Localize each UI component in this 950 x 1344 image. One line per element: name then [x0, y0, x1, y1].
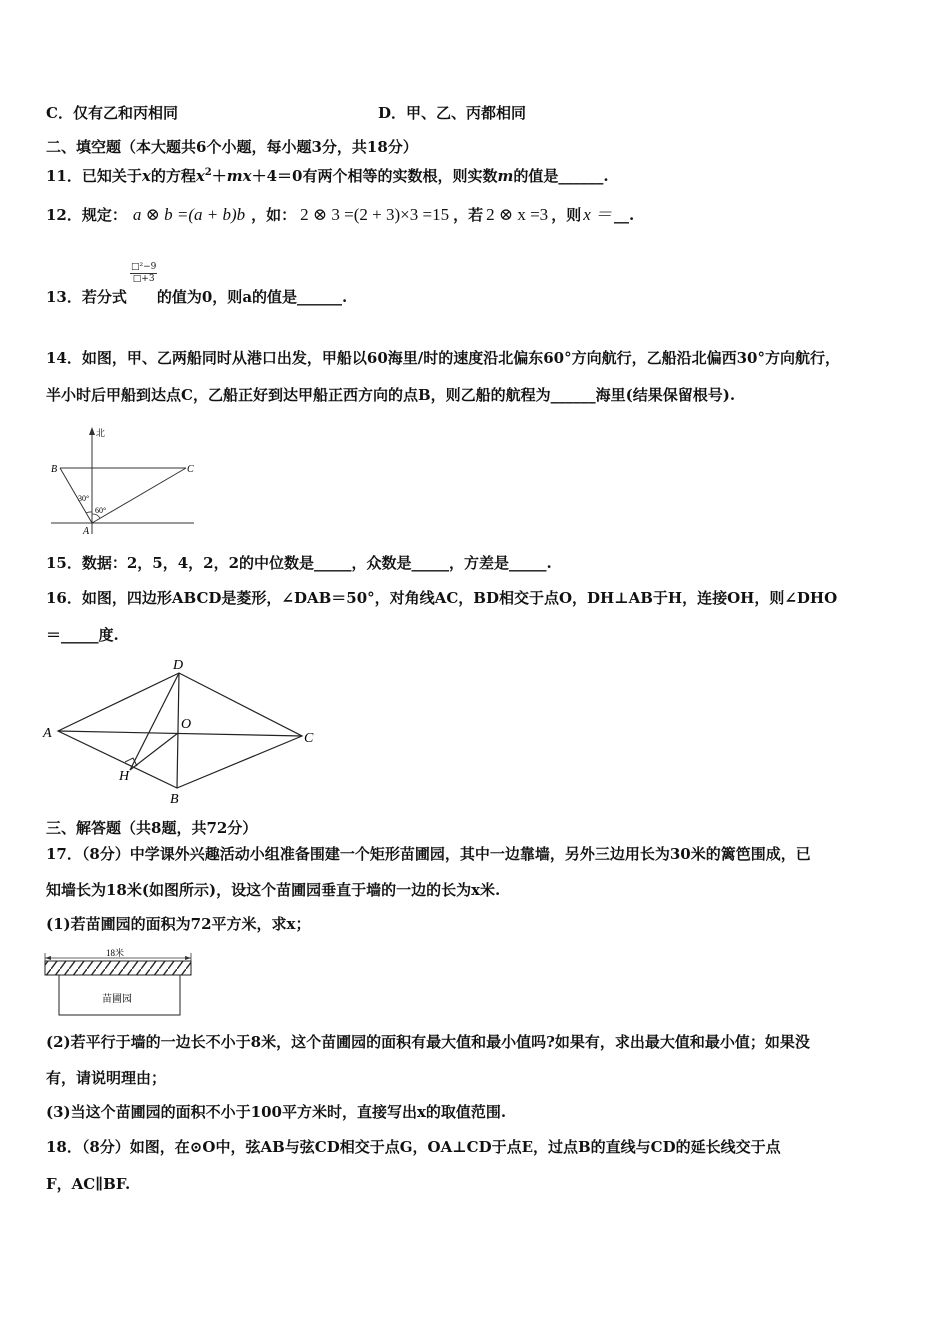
segment-dh — [130, 673, 179, 770]
q14-figure — [46, 422, 198, 538]
wall-length-label: 18米 — [106, 948, 125, 958]
question-17-sub1: (1)若苗圃园的面积为72平方米，求x； — [46, 915, 311, 933]
q13-text: 13．若分式 — [46, 288, 127, 306]
question-12 — [46, 205, 634, 225]
section3-heading: 三、解答题（共8题，共72分） — [46, 819, 258, 837]
q13-denominator: □+3 — [132, 274, 155, 284]
q13-fraction — [130, 262, 157, 285]
q13-numerator: □²−9 — [131, 262, 157, 272]
question-15: 15．数据：2，5，4，2，2的中位数是_____，众数是_____，方差是_____. — [46, 554, 552, 572]
q11-var-x: x — [195, 167, 205, 185]
label-c: C — [304, 731, 314, 746]
question-17-line2: 知墙长为18米(如图所示)，设这个苗圃园垂直于墙的一边的长为x米. — [46, 881, 501, 899]
q13-text: 的值为0，则a的值是______. — [156, 288, 348, 306]
question-17-sub2-line1: (2)若平行于墙的一边长不小于8米，这个苗圃园的面积有最大值和最小值吗?如果有，求出最大值和最小值；如果没 — [46, 1033, 810, 1051]
question-18-line2: F，AC∥BF. — [46, 1175, 131, 1193]
label-angle-30: 30° — [78, 494, 90, 503]
garden-label: 苗圃园 — [102, 994, 132, 1005]
question-16-line2: ＝_____度. — [46, 626, 119, 644]
q11-text: ＋4＝0有两个相等的实数根，则实数 — [251, 167, 498, 185]
label-h: H — [119, 769, 130, 784]
diagonal-bd — [177, 673, 179, 788]
question-17-sub2-line2: 有，请说明理由； — [46, 1069, 167, 1087]
question-13 — [46, 287, 347, 307]
question-16-line1: 16．如图，四边形ABCD是菱形，∠DAB＝50°，对角线AC，BD相交于点O，DH⊥AB于H，连接OH，则∠DHO — [46, 589, 838, 607]
q11-var-x: x — [141, 167, 151, 185]
label-a: A — [83, 526, 90, 537]
question-11 — [46, 163, 609, 186]
label-c: C — [187, 464, 194, 475]
north-arrow-icon — [89, 427, 95, 435]
arrow-left-icon — [45, 956, 51, 960]
question-18-line1: 18．（8分）如图，在⊙O中，弦AB与弦CD相交于点G，OA⊥CD于点E，过点B的直线与CD的延长线交于点 — [46, 1138, 781, 1156]
q11-text: 11．已知关于 — [46, 167, 142, 185]
wall — [45, 961, 191, 975]
question-17-line1: 17．（8分）中学课外兴趣活动小组准备围建一个矩形苗圃园，其中一边靠墙，另外三边用长为30米的篱笆围成，已 — [46, 845, 811, 863]
q12-x-equals: x ＝ — [583, 205, 612, 224]
q12-text: ，则 — [551, 206, 582, 224]
q11-var-mx: mx — [226, 167, 252, 185]
segment-oh — [130, 733, 178, 770]
label-b: B — [170, 792, 179, 807]
option-d: D．甲、乙、丙都相同 — [378, 104, 527, 122]
option-c: C．仅有乙和丙相同 — [46, 104, 178, 122]
label-b: B — [51, 464, 58, 475]
label-north: 北 — [96, 428, 106, 438]
q12-definition: a ⊗ b =(a + b)b — [132, 205, 246, 224]
q12-text: __. — [614, 206, 635, 224]
label-d: D — [173, 658, 184, 673]
diagonal-ac — [58, 731, 302, 736]
arrow-right-icon — [185, 956, 191, 960]
q11-plus: ＋ — [211, 167, 227, 185]
section2-heading: 二、填空题（本大题共6个小题，每小题3分，共18分） — [46, 138, 418, 156]
q11-exponent: 2 — [204, 167, 212, 178]
q12-text: 12．规定： — [46, 206, 127, 224]
label-o: O — [181, 717, 192, 732]
rhombus-abcd — [58, 673, 302, 788]
q12-text: ，如： — [251, 206, 297, 224]
q11-text: 的方程 — [150, 167, 196, 185]
q17-garden-figure — [42, 945, 197, 1020]
question-17-sub3: (3)当这个苗圃园的面积不小于100平方米时，直接写出x的取值范围. — [46, 1103, 507, 1121]
label-angle-60: 60° — [95, 506, 107, 515]
q12-text: ，若 — [453, 206, 484, 224]
q11-var-m: m — [497, 167, 514, 185]
q16-rhombus-figure — [40, 655, 325, 807]
q12-example: 2 ⊗ 3 =(2 + 3)×3 =15 — [300, 205, 450, 224]
question-14-line2: 半小时后甲船到达点C，乙船正好到达甲船正西方向的点B，则乙船的航程为______海里(结果保留根号). — [46, 386, 736, 404]
q11-text: 的值是______. — [513, 167, 609, 185]
angle-arc-30 — [86, 512, 92, 513]
q12-condition: 2 ⊗ x =3 — [486, 205, 549, 224]
label-a: A — [43, 726, 52, 741]
question-14-line1: 14．如图，甲、乙两船同时从港口出发，甲船以60海里/时的速度沿北偏东60°方向航行，乙船沿北偏西30°方向航行， — [46, 349, 840, 367]
